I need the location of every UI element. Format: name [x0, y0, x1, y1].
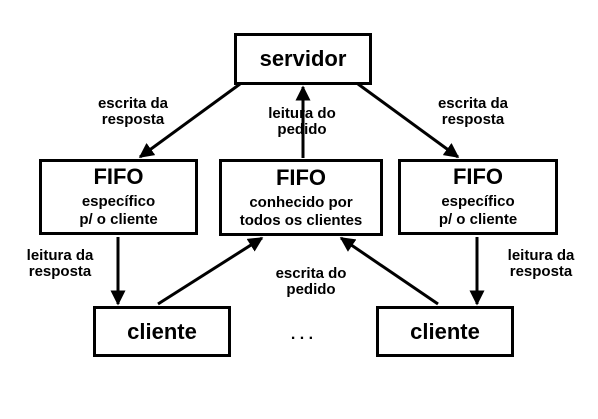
label-leitura-resposta-left: [5, 248, 115, 280]
servidor-box: [234, 33, 372, 85]
fifo-right-box: [398, 159, 558, 235]
label-escrita-resposta-right-line1: escrita da: [437, 95, 509, 112]
fifo-right-title: FIFO: [452, 164, 504, 189]
label-escrita-resposta-left-line1: escrita da: [97, 95, 169, 112]
cliente-left-box: [93, 306, 231, 357]
cliente-right-title: cliente: [410, 318, 480, 344]
label-escrita-resposta-left-line2: resposta: [101, 111, 165, 128]
fifo-right-line1: específico: [441, 193, 515, 210]
label-leitura-resposta-right-line2: resposta: [509, 263, 573, 280]
arrow-cliente-left-to-fifo-center: [158, 238, 262, 304]
label-escrita-resposta-right: [418, 96, 528, 128]
fifo-left-title: FIFO: [93, 164, 144, 189]
fifo-center-box: [219, 159, 383, 236]
label-escrita-pedido-line1: escrita do: [275, 265, 347, 282]
cliente-left-title: cliente: [127, 318, 197, 344]
ellipsis: . . .: [290, 326, 314, 343]
label-escrita-pedido-line2: pedido: [286, 281, 336, 298]
label-escrita-resposta-right-line2: resposta: [441, 111, 505, 128]
label-leitura-pedido: [247, 106, 357, 138]
label-leitura-resposta-right-line1: leitura da: [507, 247, 575, 264]
fifo-right-line2: p/ o cliente: [438, 211, 518, 228]
label-escrita-pedido: [256, 266, 366, 298]
cliente-right-box: [376, 306, 514, 357]
fifo-center-line1: conhecido por: [249, 193, 353, 211]
label-leitura-resposta-left-line1: leitura da: [26, 247, 94, 264]
label-leitura-pedido-line2: pedido: [277, 121, 327, 138]
label-leitura-resposta-left-line2: resposta: [28, 263, 92, 280]
fifo-center-title: FIFO: [275, 164, 327, 190]
fifo-left-box: [39, 159, 198, 235]
fifo-left-line2: p/ o cliente: [79, 211, 158, 228]
label-leitura-pedido-line1: leitura do: [268, 105, 336, 122]
servidor-title: servidor: [259, 46, 347, 71]
fifo-left-line1: específico: [81, 193, 156, 210]
label-leitura-resposta-right: [486, 248, 596, 280]
fifo-center-line2: todos os clientes: [239, 211, 363, 229]
label-escrita-resposta-left: [78, 96, 188, 128]
